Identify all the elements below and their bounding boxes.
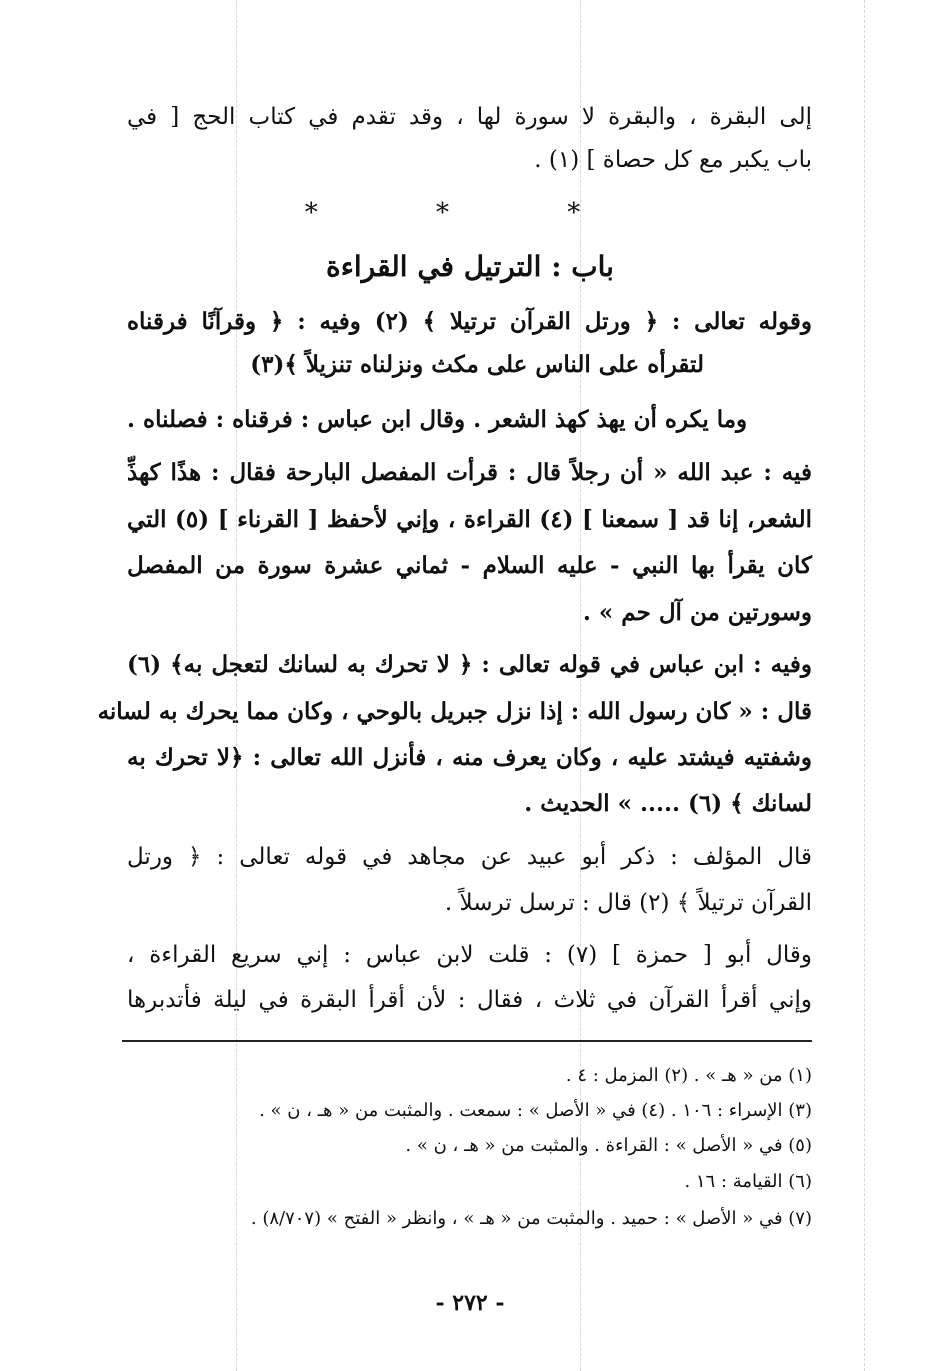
section-separator: * * * <box>304 198 636 228</box>
footnote: (٥) في « الأصل » : القراءة . والمثبت من « هـ ، ن » . <box>405 1135 812 1156</box>
commentary-line: القرآن ترتيلاً ﴾ (٢) قال : ترسل ترسلاً . <box>444 890 812 916</box>
page-number: - ٢٧٢ - <box>435 1290 505 1316</box>
verse-line: وقوله تعالى : ﴿ ورتل القرآن ترتيلا ﴾ (٢) وفيه : ﴿ وقرآنًا فرقناه <box>127 308 812 335</box>
footnote: (٧) في « الأصل » : حميد . والمثبت من « هـ » ، وانظر « الفتح » (٨/٧٠٧) . <box>250 1208 812 1229</box>
chapter-intro: وما يكره أن يهذ كهذ الشعر . وقال ابن عباس : فرقناه : فصلناه . <box>127 406 748 433</box>
chapter-title: باب : الترتيل في القراءة <box>326 250 614 283</box>
footnote: (٦) القيامة : ١٦ . <box>684 1171 812 1192</box>
hadith-line: وسورتين من آل حم » . <box>582 599 812 626</box>
verse-line: لتقرأه على الناس على مكث ونزلناه تنزيلاً ﴾(٣) <box>250 351 704 378</box>
text-line: إلى البقرة ، والبقرة لا سورة لها ، وقد تقدم في كتاب الحج [ في <box>127 104 812 130</box>
footnote: (١) من « هـ » . (٢) المزمل : ٤ . <box>565 1065 812 1086</box>
hadith-line: لسانك ﴾ (٦) ..... » الحديث . <box>524 790 812 817</box>
commentary-line: قال المؤلف : ذكر أبو عبيد عن مجاهد في قوله تعالى : ﴿ ورتل <box>127 844 812 870</box>
commentary-line: وإني أقرأ القرآن في ثلاث ، فقال : لأن أقرأ البقرة في ليلة فأتدبرها <box>127 987 812 1013</box>
hadith-line: الشعر، إنا قد [ سمعنا ] (٤) القراءة ، وإني لأحفظ [ القرناء ] (٥) التي <box>127 506 812 533</box>
hadith-line: وشفتيه فيشتد عليه ، وكان يعرف منه ، فأنزل الله تعالى : ﴿لا تحرك به <box>127 744 812 771</box>
commentary-line: وقال أبو [ حمزة ] (٧) : قلت لابن عباس : إني سريع القراءة ، <box>127 942 812 968</box>
hadith-line: فيه : عبد الله « أن رجلاً قال : قرأت المفصل البارحة فقال : هذًا كهذِّ <box>127 459 812 486</box>
hadith-line: قال : « كان رسول الله : إذا نزل جبريل بالوحي ، وكان مما يحرك به لسانه <box>97 698 812 725</box>
footnote: (٣) الإسراء : ١٠٦ . (٤) في « الأصل » : سمعت . والمثبت من « هـ ، ن » . <box>259 1100 812 1121</box>
hadith-line: وفيه : ابن عباس في قوله تعالى : ﴿ لا تحرك به لسانك لتعجل به﴾ (٦) <box>127 651 812 678</box>
footnote-separator <box>122 1040 812 1042</box>
text-line: باب يكبر مع كل حصاة ] (١) . <box>534 147 812 173</box>
hadith-line: كان يقرأ بها النبي - عليه السلام - ثماني عشرة سورة من المفصل <box>127 552 812 579</box>
